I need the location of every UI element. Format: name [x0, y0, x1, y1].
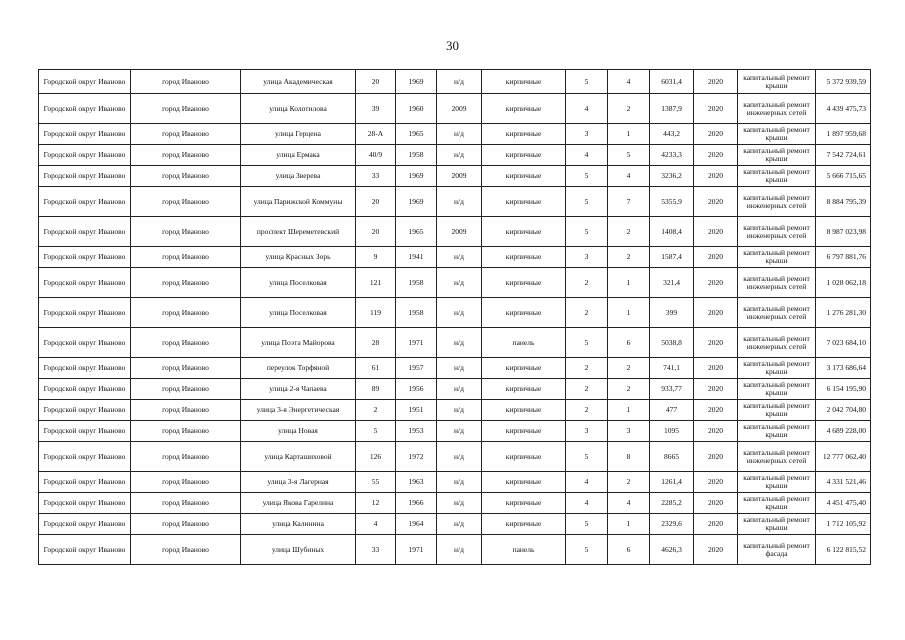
cell-area: 1261,4	[650, 472, 694, 493]
cell-cost: 5 372 939,59	[816, 70, 871, 94]
cell-street: улица Герцена	[241, 124, 356, 145]
cell-floors: 5	[566, 328, 608, 358]
cell-build-year: 1972	[396, 442, 437, 472]
cell-house-number: 20	[356, 217, 396, 247]
cell-area: 5038,8	[650, 328, 694, 358]
cell-build-year: 1969	[396, 70, 437, 94]
cell-house-number: 20	[356, 70, 396, 94]
cell-floors: 5	[566, 166, 608, 187]
cell-entrances: 4	[608, 70, 650, 94]
cell-work-type: капитальный ремонт крыши	[738, 124, 816, 145]
cell-renovation-year: н/д	[437, 70, 482, 94]
cell-house-number: 28	[356, 328, 396, 358]
cell-entrances: 1	[608, 268, 650, 298]
cell-build-year: 1966	[396, 493, 437, 514]
cell-municipality: Городской округ Иваново	[39, 400, 131, 421]
cell-plan-year: 2020	[694, 535, 738, 565]
cell-plan-year: 2020	[694, 421, 738, 442]
cell-street: улица Новая	[241, 421, 356, 442]
cell-locality: город Иваново	[131, 145, 241, 166]
cell-wall-material: кирпичные	[482, 70, 566, 94]
cell-house-number: 9	[356, 247, 396, 268]
cell-wall-material: панель	[482, 328, 566, 358]
cell-locality: город Иваново	[131, 472, 241, 493]
cell-plan-year: 2020	[694, 268, 738, 298]
cell-entrances: 8	[608, 442, 650, 472]
cell-build-year: 1941	[396, 247, 437, 268]
cell-plan-year: 2020	[694, 298, 738, 328]
cell-entrances: 2	[608, 379, 650, 400]
cell-entrances: 1	[608, 400, 650, 421]
table-row	[39, 298, 871, 328]
cell-locality: город Иваново	[131, 421, 241, 442]
cell-floors: 4	[566, 493, 608, 514]
cell-floors: 5	[566, 187, 608, 217]
cell-street: улица 3-я Энергетическая	[241, 400, 356, 421]
cell-cost: 1 712 105,92	[816, 514, 871, 535]
cell-entrances: 1	[608, 514, 650, 535]
cell-municipality: Городской округ Иваново	[39, 70, 131, 94]
cell-wall-material: кирпичные	[482, 124, 566, 145]
cell-municipality: Городской округ Иваново	[39, 379, 131, 400]
cell-cost: 1 276 281,30	[816, 298, 871, 328]
table-row	[39, 328, 871, 358]
cell-house-number: 40/9	[356, 145, 396, 166]
table-row	[39, 217, 871, 247]
cell-build-year: 1964	[396, 514, 437, 535]
cell-entrances: 7	[608, 187, 650, 217]
cell-area: 477	[650, 400, 694, 421]
cell-floors: 5	[566, 442, 608, 472]
cell-floors: 4	[566, 94, 608, 124]
table-row	[39, 124, 871, 145]
cell-locality: город Иваново	[131, 379, 241, 400]
cell-wall-material: кирпичные	[482, 145, 566, 166]
table-row	[39, 400, 871, 421]
cell-build-year: 1969	[396, 187, 437, 217]
cell-cost: 3 173 686,64	[816, 358, 871, 379]
cell-municipality: Городской округ Иваново	[39, 187, 131, 217]
cell-renovation-year: н/д	[437, 379, 482, 400]
cell-locality: город Иваново	[131, 70, 241, 94]
cell-locality: город Иваново	[131, 493, 241, 514]
cell-entrances: 2	[608, 358, 650, 379]
cell-renovation-year: н/д	[437, 514, 482, 535]
cell-street: улица Парижской Коммуны	[241, 187, 356, 217]
cell-street: переулок Торфяной	[241, 358, 356, 379]
cell-build-year: 1960	[396, 94, 437, 124]
table-row	[39, 187, 871, 217]
cell-locality: город Иваново	[131, 124, 241, 145]
cell-plan-year: 2020	[694, 70, 738, 94]
cell-plan-year: 2020	[694, 472, 738, 493]
cell-work-type: капитальный ремонт крыши	[738, 400, 816, 421]
cell-floors: 2	[566, 358, 608, 379]
cell-wall-material: кирпичные	[482, 268, 566, 298]
cell-cost: 8 987 023,98	[816, 217, 871, 247]
cell-municipality: Городской округ Иваново	[39, 94, 131, 124]
cell-street: проспект Шереметевский	[241, 217, 356, 247]
cell-street: улица Ермака	[241, 145, 356, 166]
cell-wall-material: кирпичные	[482, 358, 566, 379]
cell-build-year: 1971	[396, 328, 437, 358]
cell-work-type: капитальный ремонт крыши	[738, 493, 816, 514]
cell-house-number: 126	[356, 442, 396, 472]
cell-cost: 4 439 475,73	[816, 94, 871, 124]
cell-floors: 4	[566, 145, 608, 166]
cell-area: 321,4	[650, 268, 694, 298]
registry-body	[39, 70, 871, 565]
cell-area: 1387,9	[650, 94, 694, 124]
cell-street: улица Шубиных	[241, 535, 356, 565]
cell-renovation-year: 2009	[437, 217, 482, 247]
cell-street: улица Карташиховой	[241, 442, 356, 472]
cell-build-year: 1957	[396, 358, 437, 379]
table-row	[39, 358, 871, 379]
cell-locality: город Иваново	[131, 298, 241, 328]
table-row	[39, 145, 871, 166]
cell-entrances: 2	[608, 94, 650, 124]
cell-renovation-year: н/д	[437, 328, 482, 358]
cell-municipality: Городской округ Иваново	[39, 247, 131, 268]
cell-wall-material: кирпичные	[482, 247, 566, 268]
cell-house-number: 33	[356, 535, 396, 565]
cell-area: 399	[650, 298, 694, 328]
cell-cost: 6 122 815,52	[816, 535, 871, 565]
cell-municipality: Городской округ Иваново	[39, 358, 131, 379]
cell-floors: 3	[566, 247, 608, 268]
cell-floors: 3	[566, 421, 608, 442]
cell-build-year: 1951	[396, 400, 437, 421]
cell-floors: 2	[566, 298, 608, 328]
cell-plan-year: 2020	[694, 358, 738, 379]
table-row	[39, 247, 871, 268]
cell-wall-material: кирпичные	[482, 217, 566, 247]
cell-locality: город Иваново	[131, 166, 241, 187]
cell-cost: 1 028 062,18	[816, 268, 871, 298]
cell-locality: город Иваново	[131, 328, 241, 358]
cell-work-type: капитальный ремонт крыши	[738, 70, 816, 94]
cell-area: 933,77	[650, 379, 694, 400]
cell-plan-year: 2020	[694, 94, 738, 124]
cell-plan-year: 2020	[694, 217, 738, 247]
cell-renovation-year: н/д	[437, 400, 482, 421]
cell-plan-year: 2020	[694, 124, 738, 145]
cell-wall-material: панель	[482, 535, 566, 565]
cell-locality: город Иваново	[131, 400, 241, 421]
cell-cost: 2 042 704,80	[816, 400, 871, 421]
cell-entrances: 1	[608, 124, 650, 145]
cell-area: 8665	[650, 442, 694, 472]
cell-renovation-year: н/д	[437, 493, 482, 514]
cell-street: улица 3-я Лагерная	[241, 472, 356, 493]
cell-cost: 7 023 684,10	[816, 328, 871, 358]
cell-build-year: 1958	[396, 298, 437, 328]
cell-municipality: Городской округ Иваново	[39, 145, 131, 166]
cell-street: улица Колотилова	[241, 94, 356, 124]
cell-renovation-year: н/д	[437, 442, 482, 472]
cell-work-type: капитальный ремонт крыши	[738, 358, 816, 379]
cell-area: 741,1	[650, 358, 694, 379]
cell-build-year: 1958	[396, 145, 437, 166]
cell-renovation-year: 2009	[437, 166, 482, 187]
cell-cost: 1 897 959,68	[816, 124, 871, 145]
cell-locality: город Иваново	[131, 217, 241, 247]
cell-municipality: Городской округ Иваново	[39, 328, 131, 358]
cell-house-number: 12	[356, 493, 396, 514]
cell-cost: 8 884 795,39	[816, 187, 871, 217]
cell-wall-material: кирпичные	[482, 298, 566, 328]
cell-locality: город Иваново	[131, 514, 241, 535]
cell-area: 1095	[650, 421, 694, 442]
cell-floors: 5	[566, 514, 608, 535]
cell-build-year: 1969	[396, 166, 437, 187]
cell-locality: город Иваново	[131, 187, 241, 217]
cell-renovation-year: н/д	[437, 358, 482, 379]
cell-floors: 2	[566, 379, 608, 400]
cell-street: улица Якова Гарелина	[241, 493, 356, 514]
cell-plan-year: 2020	[694, 442, 738, 472]
cell-municipality: Городской округ Иваново	[39, 472, 131, 493]
cell-build-year: 1963	[396, 472, 437, 493]
cell-street: улица Поэта Майорова	[241, 328, 356, 358]
table-row	[39, 514, 871, 535]
cell-build-year: 1965	[396, 217, 437, 247]
cell-work-type: капитальный ремонт крыши	[738, 145, 816, 166]
table-row	[39, 379, 871, 400]
cell-work-type: капитальный ремонт фасада	[738, 535, 816, 565]
cell-work-type: капитальный ремонт крыши	[738, 472, 816, 493]
cell-house-number: 20	[356, 187, 396, 217]
cell-build-year: 1971	[396, 535, 437, 565]
cell-area: 3236,2	[650, 166, 694, 187]
table-row	[39, 166, 871, 187]
cell-street: улица Академическая	[241, 70, 356, 94]
cell-house-number: 121	[356, 268, 396, 298]
cell-floors: 2	[566, 400, 608, 421]
cell-floors: 5	[566, 535, 608, 565]
table-row	[39, 442, 871, 472]
cell-plan-year: 2020	[694, 247, 738, 268]
cell-municipality: Городской округ Иваново	[39, 124, 131, 145]
cell-plan-year: 2020	[694, 514, 738, 535]
cell-work-type: капитальный ремонт крыши	[738, 514, 816, 535]
cell-entrances: 4	[608, 493, 650, 514]
cell-cost: 5 666 715,65	[816, 166, 871, 187]
cell-area: 1408,4	[650, 217, 694, 247]
cell-renovation-year: н/д	[437, 535, 482, 565]
table-row	[39, 421, 871, 442]
cell-locality: город Иваново	[131, 442, 241, 472]
cell-entrances: 1	[608, 298, 650, 328]
cell-plan-year: 2020	[694, 400, 738, 421]
cell-floors: 5	[566, 70, 608, 94]
table-row	[39, 70, 871, 94]
cell-cost: 4 689 228,00	[816, 421, 871, 442]
cell-entrances: 2	[608, 247, 650, 268]
cell-area: 2329,6	[650, 514, 694, 535]
cell-area: 2285,2	[650, 493, 694, 514]
cell-plan-year: 2020	[694, 166, 738, 187]
cell-street: улица Красных Зорь	[241, 247, 356, 268]
cell-street: улица Поселковая	[241, 268, 356, 298]
cell-build-year: 1953	[396, 421, 437, 442]
cell-wall-material: кирпичные	[482, 379, 566, 400]
cell-floors: 2	[566, 268, 608, 298]
registry-table	[38, 69, 871, 565]
cell-entrances: 6	[608, 328, 650, 358]
cell-cost: 4 331 521,46	[816, 472, 871, 493]
cell-municipality: Городской округ Иваново	[39, 166, 131, 187]
cell-street: улица Поселковая	[241, 298, 356, 328]
cell-wall-material: кирпичные	[482, 442, 566, 472]
cell-work-type: капитальный ремонт инженерных сетей	[738, 94, 816, 124]
table-row	[39, 535, 871, 565]
cell-house-number: 119	[356, 298, 396, 328]
cell-renovation-year: н/д	[437, 472, 482, 493]
cell-renovation-year: н/д	[437, 145, 482, 166]
cell-work-type: капитальный ремонт крыши	[738, 379, 816, 400]
cell-house-number: 89	[356, 379, 396, 400]
cell-area: 5355,9	[650, 187, 694, 217]
cell-wall-material: кирпичные	[482, 493, 566, 514]
cell-house-number: 39	[356, 94, 396, 124]
cell-work-type: капитальный ремонт инженерных сетей	[738, 217, 816, 247]
cell-house-number: 2	[356, 400, 396, 421]
table-row	[39, 493, 871, 514]
cell-plan-year: 2020	[694, 379, 738, 400]
cell-renovation-year: н/д	[437, 421, 482, 442]
cell-municipality: Городской округ Иваново	[39, 514, 131, 535]
cell-cost: 6 797 881,76	[816, 247, 871, 268]
table-row	[39, 94, 871, 124]
cell-area: 6031,4	[650, 70, 694, 94]
cell-work-type: капитальный ремонт инженерных сетей	[738, 187, 816, 217]
cell-build-year: 1956	[396, 379, 437, 400]
cell-locality: город Иваново	[131, 358, 241, 379]
cell-build-year: 1958	[396, 268, 437, 298]
cell-wall-material: кирпичные	[482, 472, 566, 493]
cell-entrances: 5	[608, 145, 650, 166]
cell-renovation-year: н/д	[437, 268, 482, 298]
cell-wall-material: кирпичные	[482, 166, 566, 187]
cell-locality: город Иваново	[131, 247, 241, 268]
cell-cost: 7 542 724,61	[816, 145, 871, 166]
table-row	[39, 472, 871, 493]
cell-work-type: капитальный ремонт крыши	[738, 247, 816, 268]
cell-municipality: Городской округ Иваново	[39, 442, 131, 472]
cell-work-type: капитальный ремонт инженерных сетей	[738, 268, 816, 298]
cell-plan-year: 2020	[694, 145, 738, 166]
cell-work-type: капитальный ремонт инженерных сетей	[738, 298, 816, 328]
page-number: 30	[446, 38, 459, 53]
cell-renovation-year: н/д	[437, 124, 482, 145]
cell-entrances: 3	[608, 421, 650, 442]
cell-house-number: 33	[356, 166, 396, 187]
cell-renovation-year: н/д	[437, 247, 482, 268]
cell-municipality: Городской округ Иваново	[39, 421, 131, 442]
cell-municipality: Городской округ Иваново	[39, 298, 131, 328]
cell-cost: 12 777 062,40	[816, 442, 871, 472]
cell-wall-material: кирпичные	[482, 514, 566, 535]
cell-area: 4233,3	[650, 145, 694, 166]
cell-area: 1587,4	[650, 247, 694, 268]
cell-entrances: 4	[608, 166, 650, 187]
cell-wall-material: кирпичные	[482, 400, 566, 421]
cell-build-year: 1965	[396, 124, 437, 145]
cell-wall-material: кирпичные	[482, 187, 566, 217]
cell-floors: 4	[566, 472, 608, 493]
cell-house-number: 61	[356, 358, 396, 379]
cell-plan-year: 2020	[694, 493, 738, 514]
cell-house-number: 55	[356, 472, 396, 493]
cell-house-number: 4	[356, 514, 396, 535]
cell-work-type: капитальный ремонт инженерных сетей	[738, 328, 816, 358]
cell-work-type: капитальный ремонт крыши	[738, 421, 816, 442]
cell-street: улица Зверева	[241, 166, 356, 187]
cell-entrances: 2	[608, 217, 650, 247]
cell-renovation-year: 2009	[437, 94, 482, 124]
cell-locality: город Иваново	[131, 94, 241, 124]
cell-municipality: Городской округ Иваново	[39, 217, 131, 247]
cell-street: улица Калинина	[241, 514, 356, 535]
cell-floors: 3	[566, 124, 608, 145]
cell-work-type: капитальный ремонт крыши	[738, 166, 816, 187]
cell-renovation-year: н/д	[437, 298, 482, 328]
cell-municipality: Городской округ Иваново	[39, 268, 131, 298]
cell-cost: 4 451 475,40	[816, 493, 871, 514]
table-row	[39, 268, 871, 298]
cell-plan-year: 2020	[694, 187, 738, 217]
cell-floors: 5	[566, 217, 608, 247]
cell-area: 443,2	[650, 124, 694, 145]
cell-locality: город Иваново	[131, 268, 241, 298]
cell-cost: 6 154 195,90	[816, 379, 871, 400]
cell-municipality: Городской округ Иваново	[39, 535, 131, 565]
cell-wall-material: кирпичные	[482, 94, 566, 124]
cell-entrances: 6	[608, 535, 650, 565]
cell-house-number: 28-А	[356, 124, 396, 145]
cell-wall-material: кирпичные	[482, 421, 566, 442]
cell-municipality: Городской округ Иваново	[39, 493, 131, 514]
cell-work-type: капитальный ремонт инженерных сетей	[738, 442, 816, 472]
cell-renovation-year: н/д	[437, 187, 482, 217]
cell-street: улица 2-я Чапаева	[241, 379, 356, 400]
cell-entrances: 2	[608, 472, 650, 493]
cell-house-number: 5	[356, 421, 396, 442]
cell-area: 4626,3	[650, 535, 694, 565]
cell-locality: город Иваново	[131, 535, 241, 565]
cell-plan-year: 2020	[694, 328, 738, 358]
